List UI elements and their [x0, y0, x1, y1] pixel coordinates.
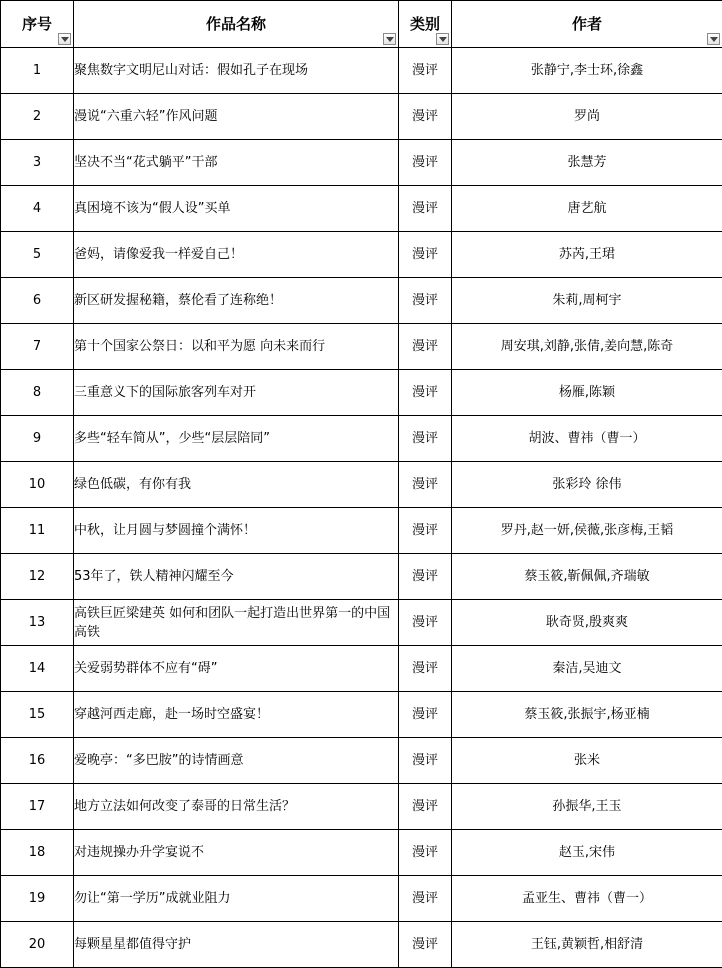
- header-author: [452, 1, 722, 48]
- cell-category[interactable]: 漫评: [399, 692, 452, 738]
- header-title-label: 作品名称: [206, 13, 266, 34]
- table-row: [1, 324, 722, 370]
- filter-dropdown-category[interactable]: [436, 33, 449, 45]
- cell-title[interactable]: 关爱弱势群体不应有“碍”: [74, 646, 399, 692]
- table-row: [1, 922, 722, 968]
- cell-author[interactable]: 苏芮,王珺: [452, 232, 722, 278]
- cell-category[interactable]: 漫评: [399, 370, 452, 416]
- cell-category[interactable]: 漫评: [399, 646, 452, 692]
- cell-no[interactable]: 15: [1, 692, 74, 738]
- table-row: [1, 830, 722, 876]
- table-row: [1, 600, 722, 646]
- cell-no[interactable]: 11: [1, 508, 74, 554]
- cell-author[interactable]: 赵玉,宋伟: [452, 830, 722, 876]
- cell-no[interactable]: 2: [1, 94, 74, 140]
- cell-title[interactable]: 中秋，让月圆与梦圆撞个满怀！: [74, 508, 399, 554]
- cell-author[interactable]: 孟亚生、曹祎（曹一）: [452, 876, 722, 922]
- cell-author[interactable]: 杨雁,陈颖: [452, 370, 722, 416]
- cell-category[interactable]: 漫评: [399, 922, 452, 968]
- dropdown-arrow-icon: [61, 37, 69, 42]
- table-row: [1, 784, 722, 830]
- table-row: [1, 186, 722, 232]
- cell-author[interactable]: 张彩玲 徐伟: [452, 462, 722, 508]
- cell-title[interactable]: 三重意义下的国际旅客列车对开: [74, 370, 399, 416]
- cell-category[interactable]: 漫评: [399, 600, 452, 646]
- cell-no[interactable]: 10: [1, 462, 74, 508]
- cell-no[interactable]: 18: [1, 830, 74, 876]
- cell-category[interactable]: 漫评: [399, 416, 452, 462]
- cell-author[interactable]: 秦洁,吴迪文: [452, 646, 722, 692]
- cell-no[interactable]: 3: [1, 140, 74, 186]
- table-row: [1, 140, 722, 186]
- header-author-label: 作者: [572, 13, 602, 34]
- cell-author[interactable]: 罗尚: [452, 94, 722, 140]
- dropdown-arrow-icon: [710, 37, 718, 42]
- cell-category[interactable]: 漫评: [399, 830, 452, 876]
- table-row: [1, 416, 722, 462]
- cell-title[interactable]: 穿越河西走廊，赴一场时空盛宴！: [74, 692, 399, 738]
- table-row: [1, 278, 722, 324]
- filter-dropdown-title[interactable]: [383, 33, 396, 45]
- cell-title[interactable]: 高铁巨匠梁建英 如何和团队一起打造出世界第一的中国高铁: [74, 600, 399, 646]
- cell-author[interactable]: 胡波、曹祎（曹一）: [452, 416, 722, 462]
- cell-no[interactable]: 12: [1, 554, 74, 600]
- cell-title[interactable]: 爸妈，请像爱我一样爱自己！: [74, 232, 399, 278]
- cell-author[interactable]: 周安琪,刘静,张倩,姜向慧,陈奇: [452, 324, 722, 370]
- cell-title[interactable]: 53年了，铁人精神闪耀至今: [74, 554, 399, 600]
- cell-title[interactable]: 多些“轻车简从”，少些“层层陪同”: [74, 416, 399, 462]
- cell-no[interactable]: 6: [1, 278, 74, 324]
- header-category-label: 类别: [410, 13, 440, 34]
- cell-no[interactable]: 9: [1, 416, 74, 462]
- cell-category[interactable]: 漫评: [399, 94, 452, 140]
- cell-no[interactable]: 8: [1, 370, 74, 416]
- dropdown-arrow-icon: [439, 37, 447, 42]
- cell-no[interactable]: 17: [1, 784, 74, 830]
- cell-category[interactable]: 漫评: [399, 278, 452, 324]
- cell-category[interactable]: 漫评: [399, 738, 452, 784]
- cell-category[interactable]: 漫评: [399, 554, 452, 600]
- header-no: [1, 1, 74, 48]
- table-row: [1, 48, 722, 94]
- header-no-label: 序号: [22, 13, 52, 34]
- table-row: [1, 692, 722, 738]
- table-row: [1, 646, 722, 692]
- cell-category[interactable]: 漫评: [399, 140, 452, 186]
- cell-author[interactable]: 王钰,黄颖哲,相舒清: [452, 922, 722, 968]
- cell-author[interactable]: 朱莉,周柯宇: [452, 278, 722, 324]
- cell-category[interactable]: 漫评: [399, 186, 452, 232]
- cell-no[interactable]: 14: [1, 646, 74, 692]
- table-row: [1, 94, 722, 140]
- table-body: [1, 48, 722, 968]
- cell-author[interactable]: 张米: [452, 738, 722, 784]
- cell-author[interactable]: 耿奇贤,殷爽爽: [452, 600, 722, 646]
- cell-category[interactable]: 漫评: [399, 232, 452, 278]
- cell-category[interactable]: 漫评: [399, 784, 452, 830]
- cell-category[interactable]: 漫评: [399, 876, 452, 922]
- cell-title[interactable]: 勿让“第一学历”成就业阻力: [74, 876, 399, 922]
- cell-category[interactable]: 漫评: [399, 508, 452, 554]
- cell-title[interactable]: 爱晚亭：“多巴胺”的诗情画意: [74, 738, 399, 784]
- table-header: [1, 1, 722, 48]
- cell-title[interactable]: 漫说“六重六轻”作风问题: [74, 94, 399, 140]
- table-row: [1, 370, 722, 416]
- cell-title[interactable]: 聚焦数字文明尼山对话：假如孔子在现场: [74, 48, 399, 94]
- cell-author[interactable]: 孙振华,王玉: [452, 784, 722, 830]
- cell-title[interactable]: 坚决不当“花式躺平”干部: [74, 140, 399, 186]
- table-row: [1, 232, 722, 278]
- table-row: [1, 554, 722, 600]
- cell-no[interactable]: 7: [1, 324, 74, 370]
- table-row: [1, 462, 722, 508]
- cell-title[interactable]: 真困境不该为“假人设”买单: [74, 186, 399, 232]
- cell-category[interactable]: 漫评: [399, 462, 452, 508]
- cell-no[interactable]: 4: [1, 186, 74, 232]
- cell-author[interactable]: 张慧芳: [452, 140, 722, 186]
- cell-author[interactable]: 张静宁,李士环,徐鑫: [452, 48, 722, 94]
- cell-no[interactable]: 20: [1, 922, 74, 968]
- header-row: [1, 1, 722, 48]
- cell-title[interactable]: 每颗星星都值得守护: [74, 922, 399, 968]
- filter-dropdown-author[interactable]: [707, 33, 720, 45]
- header-category: [399, 1, 452, 48]
- cell-author[interactable]: 蔡玉筱,靳佩佩,齐瑞敏: [452, 554, 722, 600]
- cell-author[interactable]: 蔡玉筱,张振宇,杨亚楠: [452, 692, 722, 738]
- cell-author[interactable]: 罗丹,赵一妍,侯薇,张彦梅,王韬: [452, 508, 722, 554]
- header-title: [74, 1, 399, 48]
- cell-category[interactable]: 漫评: [399, 48, 452, 94]
- table-row: [1, 738, 722, 784]
- dropdown-arrow-icon: [386, 37, 394, 42]
- cell-title[interactable]: 对违规操办升学宴说不: [74, 830, 399, 876]
- cell-title[interactable]: 新区研发握秘籍，蔡伦看了连称绝！: [74, 278, 399, 324]
- table-row: [1, 876, 722, 922]
- cell-title[interactable]: 第十个国家公祭日：以和平为愿 向未来而行: [74, 324, 399, 370]
- cell-no[interactable]: 13: [1, 600, 74, 646]
- cell-author[interactable]: 唐艺航: [452, 186, 722, 232]
- cell-title[interactable]: 绿色低碳，有你有我: [74, 462, 399, 508]
- cell-title[interactable]: 地方立法如何改变了泰哥的日常生活？: [74, 784, 399, 830]
- table-row: [1, 508, 722, 554]
- filter-dropdown-no[interactable]: [58, 33, 71, 45]
- cell-category[interactable]: 漫评: [399, 324, 452, 370]
- cell-no[interactable]: 16: [1, 738, 74, 784]
- cell-no[interactable]: 5: [1, 232, 74, 278]
- cell-no[interactable]: 1: [1, 48, 74, 94]
- cell-no[interactable]: 19: [1, 876, 74, 922]
